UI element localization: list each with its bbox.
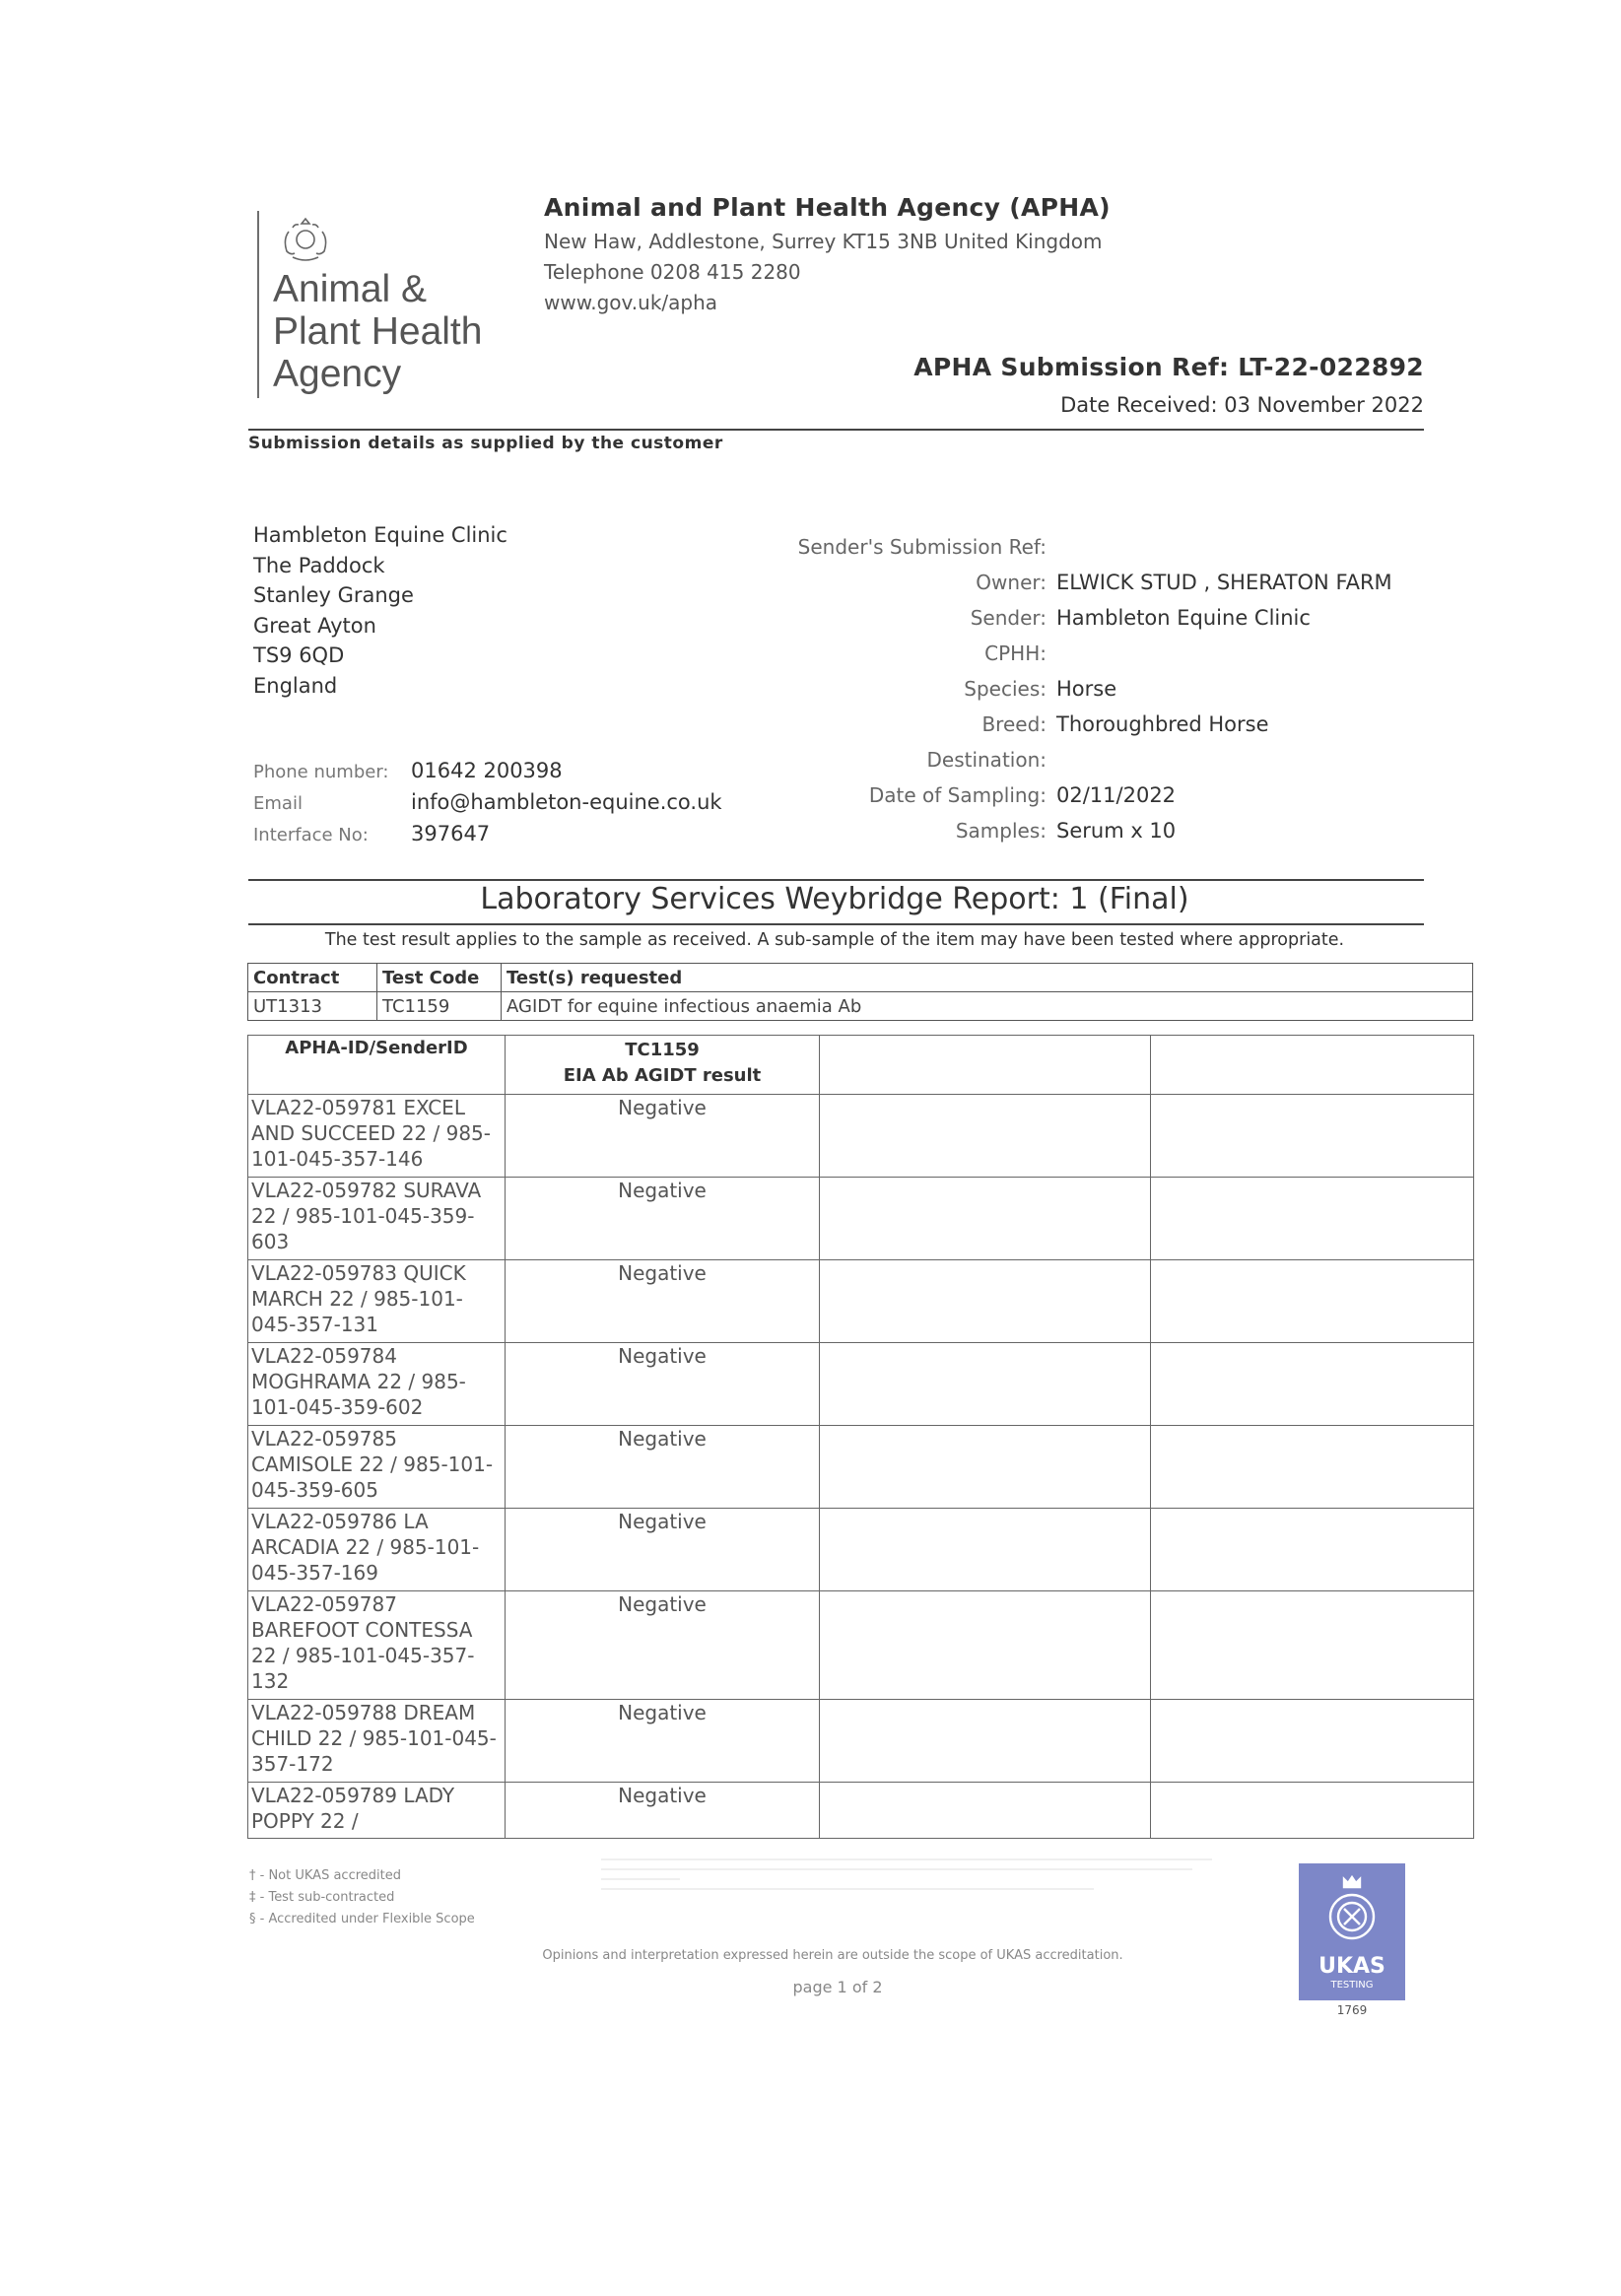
tests-requested-value: AGIDT for equine infectious anaemia Ab	[502, 992, 1473, 1021]
customer-contact	[253, 756, 722, 850]
contract-header-row	[248, 964, 1473, 992]
interface-label: Interface No:	[253, 825, 369, 845]
table-row	[248, 1591, 1474, 1700]
detail-row	[769, 777, 1392, 813]
table-row	[248, 1343, 1474, 1426]
address-line: England	[253, 673, 338, 698]
interface-value: 397647	[411, 822, 491, 845]
detail-label: Destination:	[926, 748, 1047, 772]
results-header-row	[248, 1036, 1474, 1095]
footnote: § - Accredited under Flexible Scope	[249, 1912, 475, 1926]
detail-label: Date of Sampling:	[868, 783, 1047, 807]
detail-label: Owner:	[976, 571, 1047, 594]
empty-cell	[1151, 1426, 1474, 1509]
detail-label: Species:	[964, 677, 1047, 701]
report-title-underline	[248, 923, 1424, 925]
empty-cell	[820, 1700, 1151, 1783]
detail-value: ELWICK STUD , SHERATON FARM	[1056, 571, 1392, 594]
empty-cell	[1151, 1591, 1474, 1700]
sender-details	[769, 529, 1392, 848]
sample-id: VLA22-059783 QUICK MARCH 22 / 985-101-045-357-131	[248, 1260, 506, 1343]
empty-cell	[820, 1095, 1151, 1178]
phone-label: Phone number:	[253, 762, 389, 782]
royal-coat-of-arms-icon	[271, 212, 340, 266]
faded-line	[601, 1868, 1192, 1870]
address-line: Stanley Grange	[253, 583, 414, 607]
sample-id: VLA22-059781 EXCEL AND SUCCEED 22 / 985-101-045-357-146	[248, 1095, 506, 1178]
contract-header: Contract	[248, 964, 377, 992]
empty-cell	[820, 1783, 1151, 1839]
empty-cell	[820, 1260, 1151, 1343]
detail-row	[769, 565, 1392, 600]
detail-label: CPHH:	[984, 642, 1047, 665]
detail-label: Samples:	[955, 819, 1047, 843]
empty-cell	[1151, 1700, 1474, 1783]
table-row	[248, 1095, 1474, 1178]
logo-line: Plant Health	[273, 310, 483, 353]
test-code-line: TC1159	[625, 1040, 700, 1060]
sample-result: Negative	[506, 1783, 820, 1839]
detail-label: Breed:	[981, 712, 1047, 736]
detail-row	[769, 671, 1392, 707]
empty-cell	[820, 1426, 1151, 1509]
detail-row	[769, 529, 1392, 565]
table-row	[248, 1783, 1474, 1839]
empty-cell	[820, 1343, 1151, 1426]
ukas-crown-icon	[1305, 1867, 1399, 1950]
footnote: † - Not UKAS accredited	[249, 1868, 401, 1883]
footnotes-legend	[249, 1865, 475, 1930]
faded-line	[601, 1858, 1212, 1860]
tests-requested-header: Test(s) requested	[502, 964, 1473, 992]
empty-cell	[1151, 1095, 1474, 1178]
detail-row	[769, 707, 1392, 742]
organisation-name: Animal and Plant Health Agency (APHA)	[544, 193, 1111, 222]
ukas-label: UKAS	[1318, 1954, 1385, 1979]
page-number: page 1 of 2	[792, 1978, 883, 1996]
contract-row	[248, 992, 1473, 1021]
logo-line: Agency	[273, 353, 402, 395]
test-result-header	[506, 1036, 820, 1095]
empty-cell	[1151, 1509, 1474, 1591]
empty-header	[1151, 1036, 1474, 1095]
submission-ref: APHA Submission Ref: LT-22-022892	[913, 353, 1424, 381]
date-received: Date Received: 03 November 2022	[1060, 393, 1424, 417]
contract-table	[247, 963, 1473, 1021]
detail-row	[769, 636, 1392, 671]
test-code-value: TC1159	[377, 992, 502, 1021]
sample-id: VLA22-059787 BAREFOOT CONTESSA 22 / 985-101-045-357-132	[248, 1591, 506, 1700]
test-name-line: EIA Ab AGIDT result	[563, 1065, 762, 1086]
detail-value: 02/11/2022	[1056, 783, 1177, 807]
customer-address	[253, 520, 507, 701]
detail-value: Thoroughbred Horse	[1056, 712, 1269, 736]
empty-cell	[1151, 1178, 1474, 1260]
detail-value: Serum x 10	[1056, 819, 1177, 843]
agency-logo-text	[273, 268, 482, 395]
empty-cell	[820, 1178, 1151, 1260]
organisation-website: www.gov.uk/apha	[544, 291, 718, 314]
address-line: Great Ayton	[253, 613, 376, 638]
address-line: TS9 6QD	[253, 643, 345, 667]
sample-id: VLA22-059785 CAMISOLE 22 / 985-101-045-359-605	[248, 1426, 506, 1509]
sample-id: VLA22-059784 MOGHRAMA 22 / 985-101-045-359-602	[248, 1343, 506, 1426]
report-title: Laboratory Services Weybridge Report: 1 (Final)	[480, 882, 1189, 916]
empty-cell	[820, 1509, 1151, 1591]
faded-line	[601, 1888, 1094, 1890]
sample-id: VLA22-059786 LA ARCADIA 22 / 985-101-045-357-169	[248, 1509, 506, 1591]
test-code-header: Test Code	[377, 964, 502, 992]
organisation-telephone: Telephone 0208 415 2280	[544, 260, 801, 284]
ukas-number: 1769	[1336, 2003, 1368, 2017]
organisation-address: New Haw, Addlestone, Surrey KT15 3NB United Kingdom	[544, 230, 1103, 253]
table-row	[248, 1260, 1474, 1343]
empty-cell	[820, 1591, 1151, 1700]
detail-row	[769, 813, 1392, 848]
empty-cell	[1151, 1783, 1474, 1839]
empty-cell	[1151, 1260, 1474, 1343]
table-row	[248, 1700, 1474, 1783]
sample-result: Negative	[506, 1260, 820, 1343]
sample-id: VLA22-059788 DREAM CHILD 22 / 985-101-045-357-172	[248, 1700, 506, 1783]
footnote: ‡ - Test sub-contracted	[249, 1890, 395, 1905]
results-table	[247, 1035, 1474, 1839]
opinions-note: Opinions and interpretation expressed herein are outside the scope of UKAS accreditation.	[542, 1948, 1123, 1963]
supplied-note: Submission details as supplied by the customer	[248, 434, 723, 453]
sample-result: Negative	[506, 1509, 820, 1591]
detail-row	[769, 600, 1392, 636]
empty-cell	[1151, 1343, 1474, 1426]
email-label: Email	[253, 793, 303, 814]
phone-value: 01642 200398	[411, 759, 563, 782]
report-divider	[248, 879, 1424, 881]
sample-result: Negative	[506, 1178, 820, 1260]
address-line: The Paddock	[253, 553, 385, 577]
logo-divider	[257, 211, 259, 398]
header-divider	[248, 429, 1424, 431]
faded-line	[601, 1878, 680, 1880]
logo-line: Animal &	[273, 268, 428, 310]
sample-result: Negative	[506, 1700, 820, 1783]
empty-header	[820, 1036, 1151, 1095]
detail-label: Sender's Submission Ref:	[797, 535, 1047, 559]
sample-result: Negative	[506, 1591, 820, 1700]
ukas-badge	[1299, 1863, 1405, 2000]
faded-disclaimer	[601, 1851, 1232, 1898]
address-line: Hambleton Equine Clinic	[253, 523, 507, 547]
detail-row	[769, 742, 1392, 777]
sample-id: VLA22-059789 LADY POPPY 22 /	[248, 1783, 506, 1839]
detail-label: Sender:	[970, 606, 1047, 630]
applies-note: The test result applies to the sample as received. A sub-sample of the item may have been tested where appropriate.	[324, 930, 1345, 950]
detail-value: Hambleton Equine Clinic	[1056, 606, 1311, 630]
contract-value: UT1313	[248, 992, 377, 1021]
sender-id-header: APHA-ID/SenderID	[248, 1036, 506, 1095]
table-row	[248, 1509, 1474, 1591]
detail-value: Horse	[1056, 677, 1117, 701]
email-value: info@hambleton-equine.co.uk	[411, 790, 722, 814]
sample-id: VLA22-059782 SURAVA 22 / 985-101-045-359-603	[248, 1178, 506, 1260]
sample-result: Negative	[506, 1343, 820, 1426]
table-row	[248, 1426, 1474, 1509]
ukas-sub-label: TESTING	[1330, 1980, 1374, 1991]
table-row	[248, 1178, 1474, 1260]
sample-result: Negative	[506, 1426, 820, 1509]
sample-result: Negative	[506, 1095, 820, 1178]
